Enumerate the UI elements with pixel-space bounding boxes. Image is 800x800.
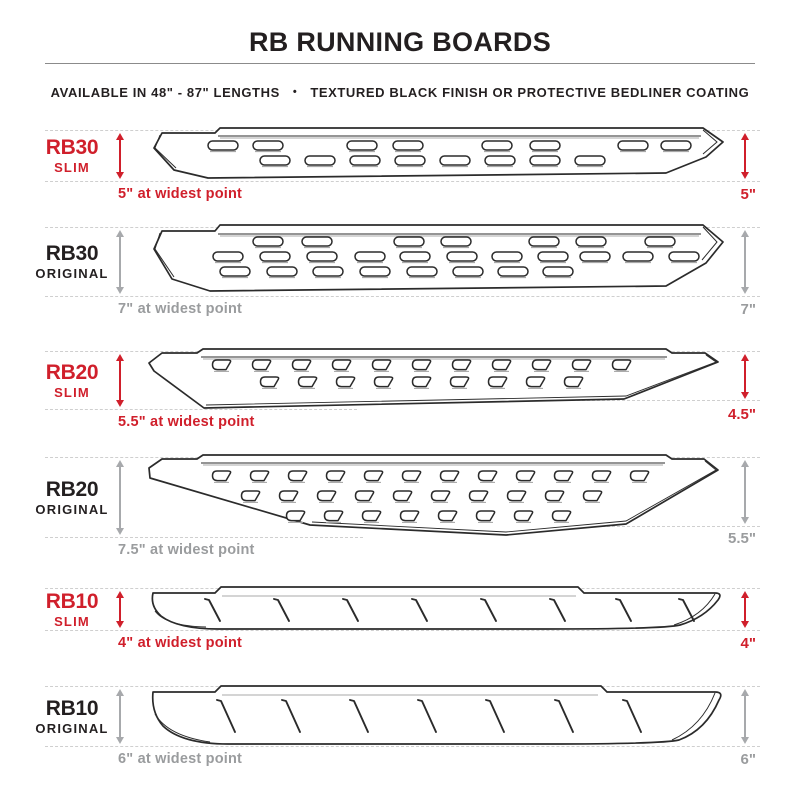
row-rb30-slim [0,131,800,203]
rb20-original-board-drawing [146,455,727,540]
width-measure-arrow-left [115,133,125,179]
widest-point-label: 5.5" at widest point [118,414,255,430]
width-measure-arrow-left [115,230,125,294]
model-variant: ORIGINAL [35,266,109,282]
model-label [32,698,112,736]
subtitle-lengths: AVAILABLE IN 48" - 87" LENGTHS [50,85,280,100]
height-measure-label: 6" [740,751,756,768]
height-measure-label: 4" [740,635,756,652]
model-label [32,243,112,281]
rb30-original-board-drawing [146,225,727,298]
model-name: RB10 [45,589,99,613]
row-rb10-original [0,687,800,768]
widest-point-label: 4" at widest point [118,635,243,651]
page-title: RB RUNNING BOARDS [248,27,552,57]
model-name: RB10 [45,696,99,720]
height-measure-label: 7" [740,301,756,318]
model-label [32,362,112,400]
model-variant: SLIM [54,613,90,629]
widest-point-label: 6" at widest point [118,751,243,767]
rb20-slim-board-drawing [146,349,727,411]
model-name: RB30 [45,242,99,266]
model-label [32,137,112,175]
width-measure-arrow-left [115,354,125,407]
model-variant: SLIM [54,160,90,176]
width-measure-arrow-left [115,591,125,628]
model-name: RB20 [45,477,99,501]
model-name: RB30 [45,136,99,160]
width-measure-arrow-left [115,460,125,535]
row-rb30-original [0,228,800,318]
model-variant: ORIGINAL [35,501,109,517]
subtitle-finish: TEXTURED BLACK FINISH OR PROTECTIVE BEDLINER COATING [310,85,750,100]
model-label [32,479,112,517]
width-measure-arrow-right [740,354,750,399]
model-label [32,591,112,629]
model-variant: SLIM [54,384,90,400]
row-rb20-slim [0,352,800,430]
width-measure-arrow-right [740,591,750,628]
model-variant: ORIGINAL [35,720,109,736]
subtitle [0,85,800,101]
rb10-slim-board-drawing [146,585,727,632]
bullet-separator-icon: • [292,86,298,99]
widest-point-label: 5" at widest point [118,186,243,202]
width-measure-arrow-right [740,133,750,179]
height-measure-label: 5" [740,186,756,203]
width-measure-arrow-right [740,460,750,524]
rb10-original-board-drawing [146,684,727,748]
height-measure-label: 5.5" [728,530,756,547]
model-name: RB20 [45,360,99,384]
row-rb10-slim [0,589,800,652]
title-divider [45,63,755,64]
width-measure-arrow-right [740,689,750,744]
widest-point-label: 7" at widest point [118,301,243,317]
row-rb20-original [0,458,800,558]
width-measure-arrow-left [115,689,125,744]
rb30-slim-board-drawing [146,128,727,183]
widest-point-label: 7.5" at widest point [118,542,255,558]
height-measure-label: 4.5" [728,406,756,423]
width-measure-arrow-right [740,230,750,294]
